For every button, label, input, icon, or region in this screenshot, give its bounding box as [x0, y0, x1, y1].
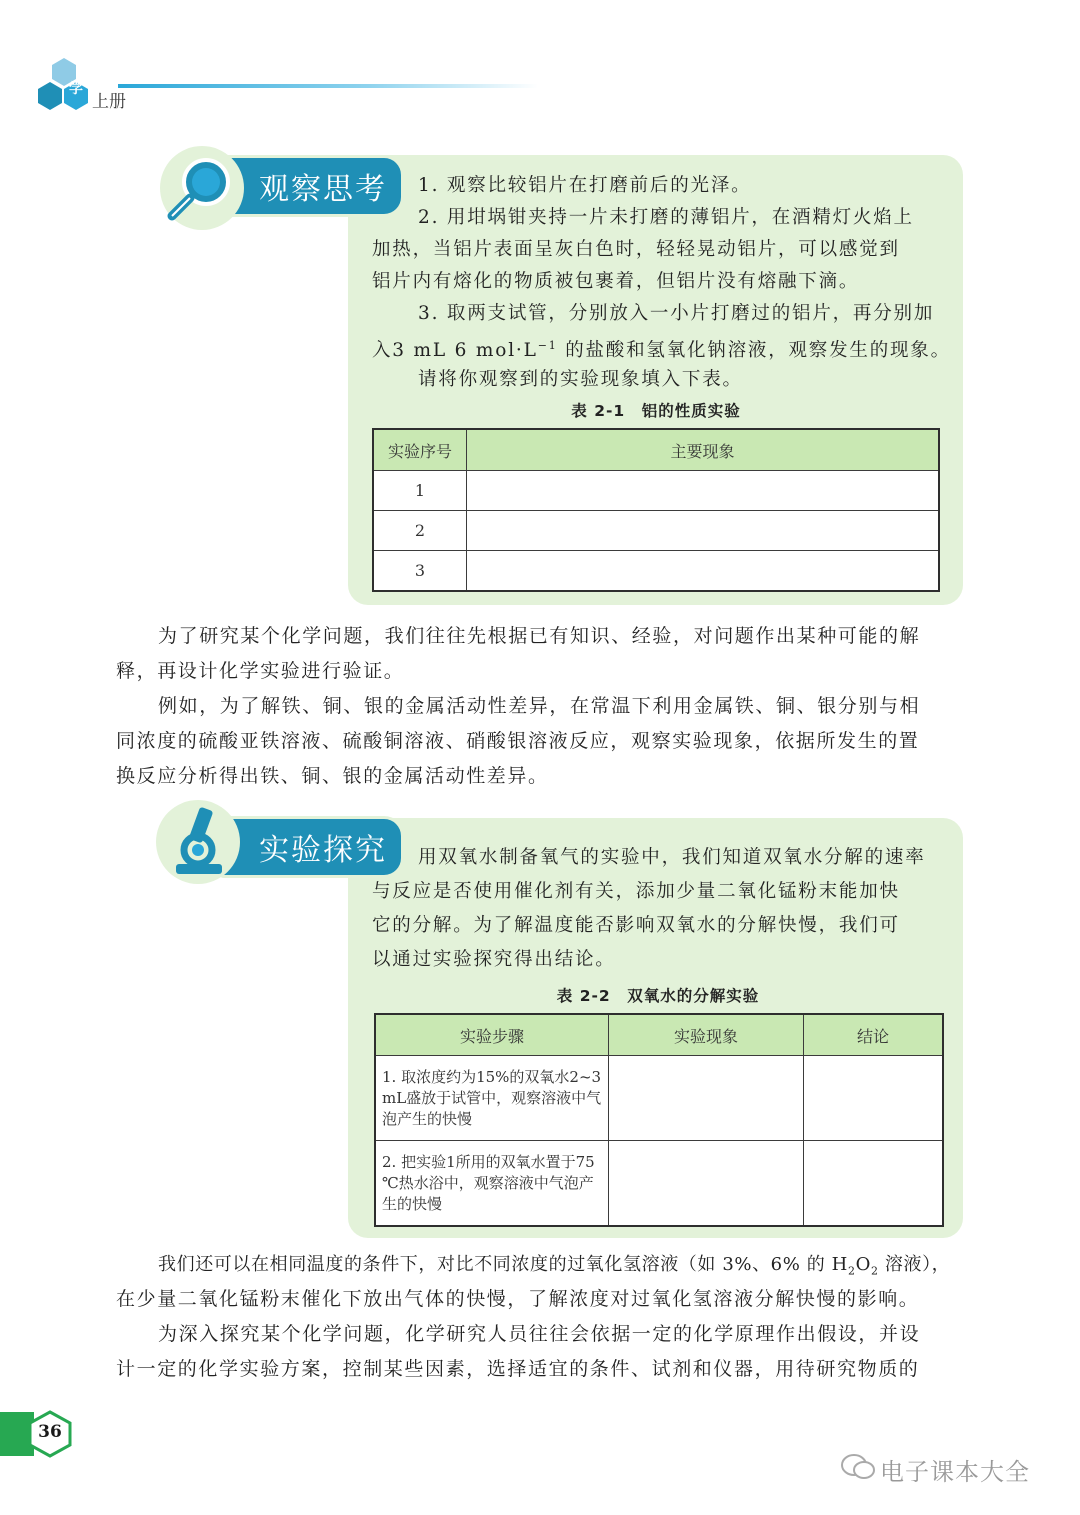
body-paragraph-line: 释，再设计化学实验进行验证。 — [116, 660, 405, 682]
table-2-1 — [372, 428, 940, 592]
body-paragraph-line: 为了研究某个化学问题，我们往往先根据已有知识、经验，对问题作出某种可能的解 — [158, 625, 921, 647]
body-paragraph-line: 换反应分析得出铁、铜、银的金属活动性差异。 — [116, 765, 549, 787]
logo-char-1: 化 — [13, 81, 27, 97]
explore-line-3: 它的分解。为了解温度能否影响双氧水的分解快慢，我们可 — [372, 915, 900, 936]
table-2-1-header-phenomenon: 主要现象 — [467, 429, 940, 471]
table-2-2-caption: 表 2-2 双氧水的分解实验 — [556, 987, 760, 1005]
body-paragraph-line: 同浓度的硫酸亚铁溶液、硫酸铜溶液、硝酸银溶液反应，观察实验现象，依据所发生的置 — [116, 730, 920, 752]
table-2-1-cell-phenomenon — [467, 551, 940, 592]
observe-line-5: 3. 取两支试管，分别放入一小片打磨过的铝片，再分别加 — [418, 303, 935, 324]
table-2-2-cell-step: 1. 取浓度约为15%的双氧水2~3 mL盛放于试管中，观察溶液中气泡产生的快慢 — [375, 1056, 609, 1141]
wechat-icon — [840, 1452, 876, 1482]
magnifier-icon — [160, 146, 244, 230]
observe-line-4: 铝片内有熔化的物质被包裹着，但铝片没有熔融下滴。 — [372, 271, 860, 292]
body-paragraph-line: 例如，为了解铁、铜、银的金属活动性差异，在常温下利用金属铁、铜、银分别与相 — [158, 695, 921, 717]
table-row — [375, 1056, 943, 1141]
book-volume: 上册 — [92, 92, 126, 111]
page-number: 36 — [38, 1422, 62, 1442]
explore-badge-label: 实验探究 — [259, 834, 387, 867]
table-2-2-cell-step: 2. 把实验1所用的双氧水置于75 ℃热水浴中，观察溶液中气泡产生的快慢 — [375, 1141, 609, 1227]
table-row — [373, 471, 939, 511]
watermark-text: 电子课本大全 — [880, 1458, 1030, 1486]
microscope-icon — [156, 800, 240, 884]
table-2-1-cell-phenomenon — [467, 511, 940, 551]
observe-badge — [218, 155, 404, 217]
observe-line-7: 请将你观察到的实验现象填入下表。 — [418, 369, 743, 390]
table-2-1-caption: 表 2-1 铝的性质实验 — [571, 402, 741, 420]
h2o2-text-b: 溶液）， — [878, 1254, 951, 1275]
table-2-2 — [374, 1013, 944, 1227]
table-2-2-header-phenomenon: 实验现象 — [609, 1014, 804, 1056]
body-paragraph-line: 计一定的化学实验方案，控制某些因素，选择适宜的条件、试剂和仪器，用待研究物质的 — [116, 1358, 920, 1380]
h2o2-o: O — [855, 1254, 871, 1275]
logo-char-2: 学 — [69, 81, 83, 97]
table-2-2-cell-conclusion — [804, 1056, 944, 1141]
body-paragraph-line: 在少量二氧化锰粉末催化下放出气体的快慢，了解浓度对过氧化氢溶液分解快慢的影响。 — [116, 1288, 920, 1310]
magnifier-icon-bg — [160, 146, 244, 230]
table-2-1-cell-seq: 1 — [373, 471, 467, 511]
h2o2-sub-1: 2 — [847, 1264, 856, 1278]
table-2-1-cell-seq: 2 — [373, 511, 467, 551]
table-row — [375, 1141, 943, 1227]
observe-line-3: 加热，当铝片表面呈灰白色时，轻轻晃动铝片，可以感觉到 — [372, 239, 900, 260]
table-2-1-cell-seq: 3 — [373, 551, 467, 592]
table-2-1-header-seq: 实验序号 — [373, 429, 467, 471]
observe-line-6 — [372, 330, 951, 367]
table-2-2-cell-conclusion — [804, 1141, 944, 1227]
observe-badge-label: 观察思考 — [259, 173, 387, 206]
explore-line-4: 以通过实验探究得出结论。 — [372, 949, 616, 970]
header-rule — [118, 84, 538, 88]
table-2-2-cell-phenomenon — [609, 1056, 804, 1141]
h2o2-sub-2: 2 — [870, 1264, 879, 1278]
explore-line-1: 用双氧水制备氧气的实验中，我们知道双氧水分解的速率 — [418, 847, 926, 868]
observe-line-6a: 入3 mL 6 mol·L — [372, 340, 538, 362]
table-2-2-cell-phenomenon — [609, 1141, 804, 1227]
observe-line-1: 1. 观察比较铝片在打磨前后的光泽。 — [418, 175, 752, 196]
h2o2-text-a: 我们还可以在相同温度的条件下，对比不同浓度的过氧化氢溶液（如 3%、6% 的 H — [158, 1254, 848, 1275]
observe-line-2: 2. 用坩埚钳夹持一片未打磨的薄铝片，在酒精灯火焰上 — [418, 207, 914, 228]
body-paragraph-line: 为深入探究某个化学问题，化学研究人员往往会依据一定的化学原理作出假设，并设 — [158, 1323, 921, 1345]
table-row — [373, 511, 939, 551]
observe-line-6b: 的盐酸和氢氧化钠溶液，观察发生的现象。 — [557, 340, 951, 362]
table-2-2-header-conclusion: 结论 — [804, 1014, 944, 1056]
table-2-2-header-steps: 实验步骤 — [375, 1014, 609, 1056]
explore-line-2: 与反应是否使用催化剂有关，添加少量二氧化锰粉末能加快 — [372, 881, 900, 902]
microscope-icon-bg — [156, 800, 240, 884]
table-2-1-cell-phenomenon — [467, 471, 940, 511]
explore-badge — [218, 816, 404, 878]
table-row — [373, 551, 939, 592]
unit-superscript: −1 — [537, 339, 558, 352]
